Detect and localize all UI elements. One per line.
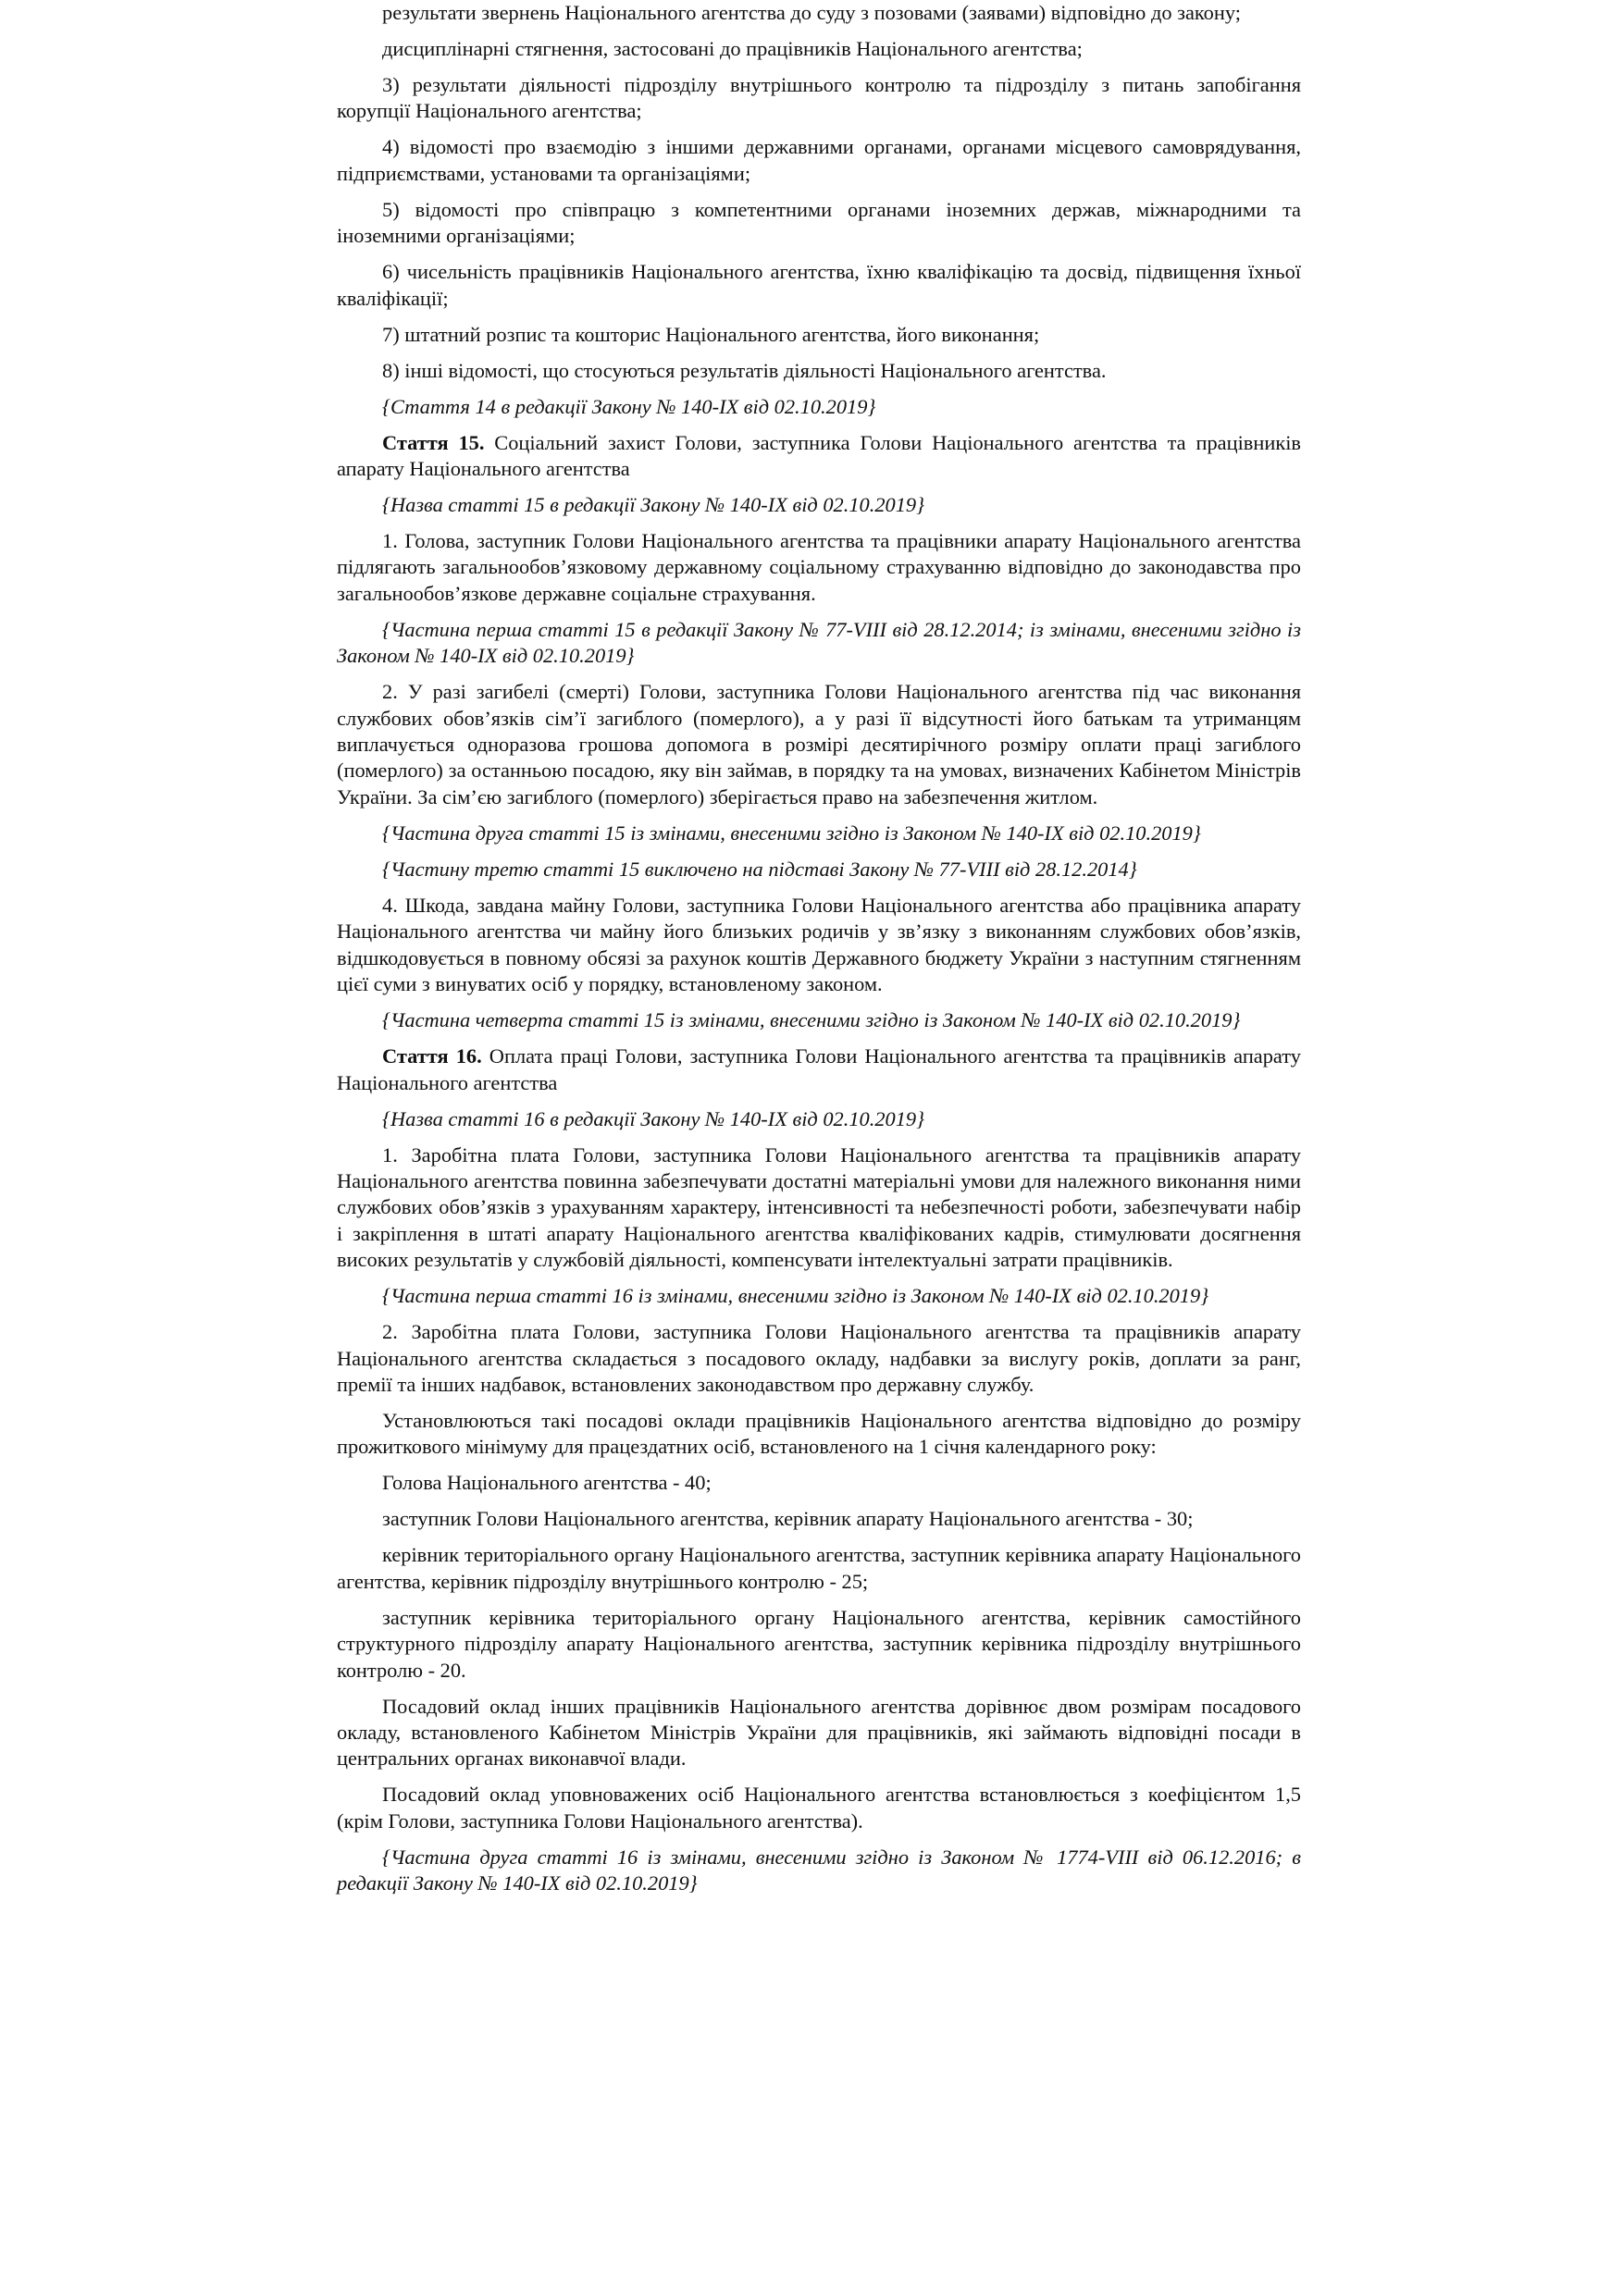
- paragraph: 8) інші відомості, що стосуються результатів діяльності Національного агентства.: [382, 358, 1107, 382]
- paragraph: Установлюються такі посадові оклади працівників Національного агентства відповідно до розміру прожиткового мінімуму для працездатних осіб, встановленого на 1 січня календарного року:: [337, 1408, 1301, 1459]
- paragraph: Голова Національного агентства - 40;: [382, 1471, 712, 1495]
- paragraph: 4) відомості про взаємодію з іншими державними органами, органами місцевого самоврядування, підприємствами, установами та організаціями;: [337, 135, 1301, 185]
- article-heading: [337, 430, 1301, 483]
- amendment-note: {Назва статті 15 в редакції Закону № 140-IX від 02.10.2019}: [382, 493, 925, 517]
- article-title: Соціальний захист Голови, заступника Голови Національного агентства та працівників апарату Національного агентства: [337, 430, 1301, 481]
- amendment-note: {Частину третю статті 15 виключено на підставі Закону № 77-VIII від 28.12.2014}: [382, 857, 1137, 881]
- paragraph: 2. У разі загибелі (смерті) Голови, заступника Голови Національного агентства під час виконання службових обов’язків сім’ї загиблого (померлого), а у разі її відсутності його батькам та утриманцям виплачується одноразова грошова допомога в розмірі десятирічного розміру оплати праці загиблого (померлого) за останньою посадою, яку він займав, в порядку та на умовах, визначених Кабінетом Міністрів України. За сім’єю загиблого (померлого) зберігається право на забезпечення житлом.: [337, 680, 1301, 809]
- paragraph: 5) відомості про співпрацю з компетентними органами іноземних держав, міжнародними та іноземними організаціями;: [337, 197, 1301, 248]
- amendment-note: {Частина друга статті 16 із змінами, внесеними згідно із Законом № 1774-VIII від 06.12.2016; в редакції Закону № 140-IX від 02.10.2019}: [337, 1845, 1301, 1895]
- amendment-note: {Частина друга статті 15 із змінами, внесеними згідно із Законом № 140-IX від 02.10.2019}: [382, 821, 1201, 845]
- article-heading: [337, 1043, 1301, 1096]
- paragraph: заступник керівника територіального органу Національного агентства, керівник самостійного структурного підрозділу апарату Національного агентства, заступник керівника підрозділу внутрішнього контролю - 20.: [337, 1605, 1301, 1682]
- paragraph: керівник територіального органу Національного агентства, заступник керівника апарату Національного агентства, керівник підрозділу внутрішнього контролю - 25;: [337, 1543, 1301, 1593]
- amendment-note: {Частина четверта статті 15 із змінами, внесеними згідно із Законом № 140-IX від 02.10.2019}: [382, 1008, 1241, 1032]
- amendment-note: {Частина перша статті 16 із змінами, внесеними згідно із Законом № 140-IX від 02.10.2019}: [382, 1284, 1209, 1308]
- paragraph: 6) чисельність працівників Національного агентства, їхню кваліфікацію та досвід, підвищення їхньої кваліфікації;: [337, 260, 1301, 310]
- amendment-note: {Частина перша статті 15 в редакції Закону № 77-VIII від 28.12.2014; із змінами, внесеними згідно із Законом № 140-IX від 02.10.2019}: [337, 617, 1301, 668]
- paragraph: заступник Голови Національного агентства, керівник апарату Національного агентства - 30;: [382, 1507, 1194, 1531]
- paragraph: дисциплінарні стягнення, застосовані до працівників Національного агентства;: [382, 37, 1083, 60]
- paragraph: 4. Шкода, завдана майну Голови, заступника Голови Національного агентства або працівника апарату Національного агентства чи майну його близьких родичів у зв’язку з виконанням службових обов’язків, відшкодовується в повному обсязі за рахунок коштів Державного бюджету України з наступним стягненням цієї суми з винуватих осіб у порядку, встановленому законом.: [337, 893, 1301, 996]
- article-title: Оплата праці Голови, заступника Голови Національного агентства та працівників апарату Національного агентства: [337, 1044, 1301, 1094]
- paragraph: 1. Заробітна плата Голови, заступника Голови Національного агентства та працівників апарату Національного агентства повинна забезпечувати достатні матеріальні умови для належного виконання ними службових обов’язків з урахуванням характеру, інтенсивності та небезпечності роботи, забезпечувати набір і закріплення в штаті апарату Національного агентства кваліфікованих кадрів, стимулювати досягнення високих результатів у службовій діяльності, компенсувати інтелектуальні затрати працівників.: [337, 1142, 1301, 1272]
- article-number: Стаття 16.: [382, 1044, 482, 1068]
- paragraph: результати звернень Національного агентства до суду з позовами (заявами) відповідно до закону;: [382, 1, 1241, 24]
- article-number: Стаття 15.: [382, 430, 485, 454]
- paragraph: Посадовий оклад інших працівників Національного агентства дорівнює двом розмірам посадового окладу, встановленого Кабінетом Міністрів України для працівників, які займають відповідні посади в центральних органах виконавчої влади.: [337, 1694, 1301, 1771]
- paragraph: 3) результати діяльності підрозділу внутрішнього контролю та підрозділу з питань запобігання корупції Національного агентства;: [337, 73, 1301, 123]
- amendment-note: {Стаття 14 в редакції Закону № 140-IX від 02.10.2019}: [382, 394, 876, 418]
- paragraph: 1. Голова, заступник Голови Національного агентства та працівники апарату Національного агентства підлягають загальнообов’язковому державному соціальному страхуванню відповідно до законодавства про загальнообов’язкове державне соціальне страхування.: [337, 529, 1301, 605]
- paragraph: Посадовий оклад уповноважених осіб Національного агентства встановлюється з коефіцієнтом 1,5 (крім Голови, заступника Голови Національного агентства).: [337, 1783, 1301, 1833]
- paragraph: 7) штатний розпис та кошторис Національного агентства, його виконання;: [382, 322, 1040, 346]
- document-body: [337, 0, 1301, 1907]
- paragraph: 2. Заробітна плата Голови, заступника Голови Національного агентства та працівників апарату Національного агентства складається з посадового окладу, надбавки за вислугу років, доплати за ранг, премії та інших надбавок, встановлених законодавством про державну службу.: [337, 1320, 1301, 1396]
- amendment-note: {Назва статті 16 в редакції Закону № 140-IX від 02.10.2019}: [382, 1106, 925, 1130]
